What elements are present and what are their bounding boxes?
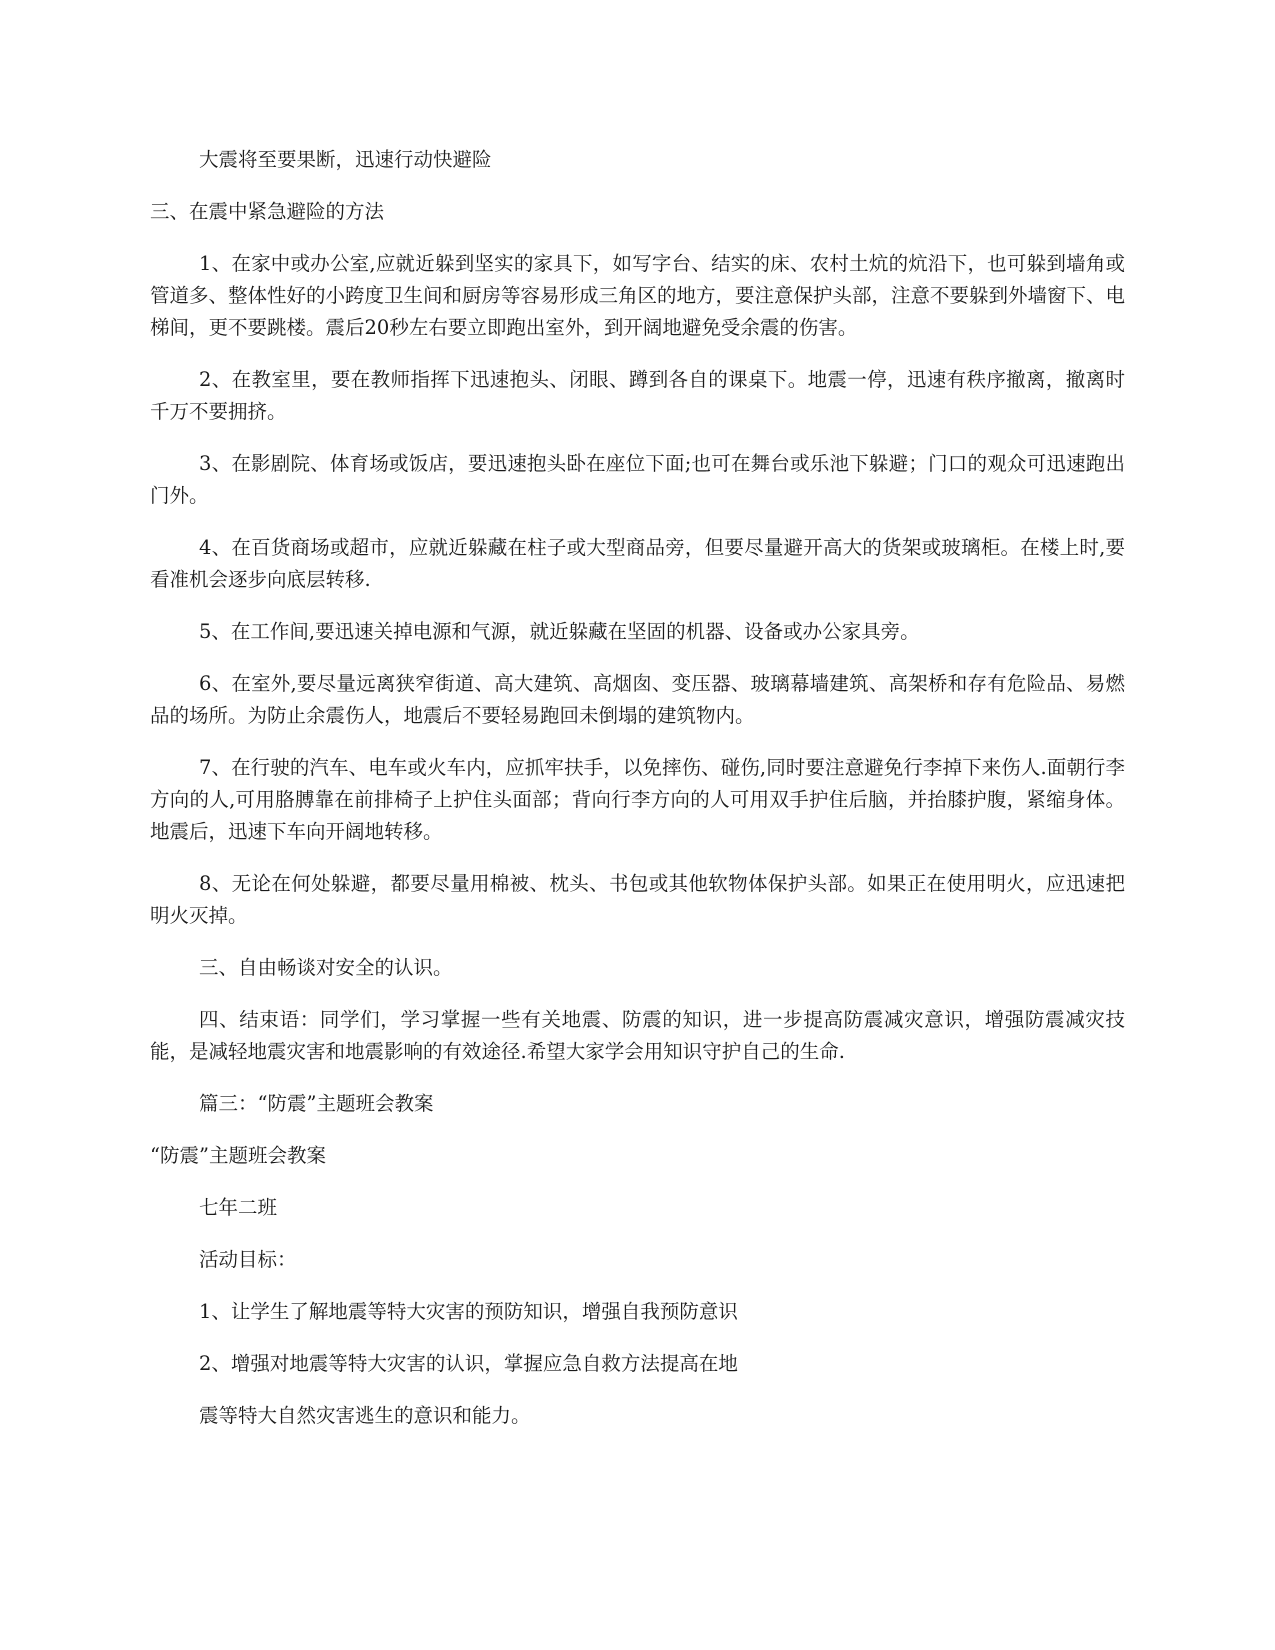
goal-item-1: 1、让学生了解地震等特大灾害的预防知识，增强自我预防意识 [199, 1300, 738, 1323]
paragraph-home-office: 1、在家中或办公室,应就近躲到坚实的家具下，如写字台、结实的床、农村土炕的炕沿下，也可躲到墙角或管道多、整体性好的小跨度卫生间和厨房等容易形成三角区的地方，要注意保护头部，注意不要躲到外墙窗下、电梯间，更不要跳楼。震后20秒左右要立即跑出室外，到开阔地避免受余震的伤害。 [150, 252, 1126, 339]
activity-goals-heading: 活动目标： [199, 1248, 297, 1271]
lesson-plan-title: “防震”主题班会教案 [150, 1144, 326, 1167]
class-name: 七年二班 [199, 1196, 278, 1219]
paragraph-theater: 3、在影剧院、体育场或饭店，要迅速抱头卧在座位下面;也可在舞台或乐池下躲避；门口的观众可迅速跑出门外。 [150, 452, 1125, 507]
document-body [150, 144, 1125, 1452]
paragraph-classroom: 2、在教室里，要在教师指挥下迅速抱头、闭眼、蹲到各自的课桌下。地震一停，迅速有秩序撤离，撤离时千万不要拥挤。 [150, 368, 1125, 423]
paragraph-outdoors: 6、在室外,要尽量远离狭窄街道、高大建筑、高烟囱、变压器、玻璃幕墙建筑、高架桥和存有危险品、易燃品的场所。为防止余震伤人，地震后不要轻易跑回未倒塌的建筑物内。 [150, 672, 1125, 727]
chapter-heading: 篇三：“防震”主题班会教案 [199, 1092, 434, 1115]
paragraph-workshop: 5、在工作间,要迅速关掉电源和气源，就近躲藏在坚固的机器、设备或办公家具旁。 [199, 620, 920, 643]
section-heading-emergency-methods: 三、在震中紧急避险的方法 [150, 200, 385, 223]
paragraph-heading-quick-escape: 大震将至要果断，迅速行动快避险 [199, 148, 492, 171]
paragraph-vehicle: 7、在行驶的汽车、电车或火车内，应抓牢扶手，以免摔伤、碰伤,同时要注意避免行李掉下来伤人.面朝行李方向的人,可用胳膊靠在前排椅子上护住头面部；背向行李方向的人可用双手护住后脑，并抬膝护腹，紧缩身体。地震后，迅速下车向开阔地转移。 [150, 756, 1125, 843]
goal-item-2-continued: 震等特大自然灾害逃生的意识和能力。 [199, 1404, 531, 1427]
paragraph-mall: 4、在百货商场或超市，应就近躲藏在柱子或大型商品旁，但要尽量避开高大的货架或玻璃柜。在楼上时,要看准机会逐步向底层转移. [150, 536, 1125, 591]
section-heading-safety-discussion: 三、自由畅谈对安全的认识。 [199, 956, 453, 979]
paragraph-conclusion: 四、结束语：同学们，学习掌握一些有关地震、防震的知识，进一步提高防震减灾意识，增强防震减灾技能，是减轻地震灾害和地震影响的有效途径.希望大家学会用知识守护自己的生命. [150, 1008, 1125, 1063]
paragraph-protect-head: 8、无论在何处躲避，都要尽量用棉被、枕头、书包或其他软物体保护头部。如果正在使用明火，应迅速把明火灭掉。 [150, 872, 1125, 927]
goal-item-2: 2、增强对地震等特大灾害的认识，掌握应急自救方法提高在地 [199, 1352, 738, 1375]
